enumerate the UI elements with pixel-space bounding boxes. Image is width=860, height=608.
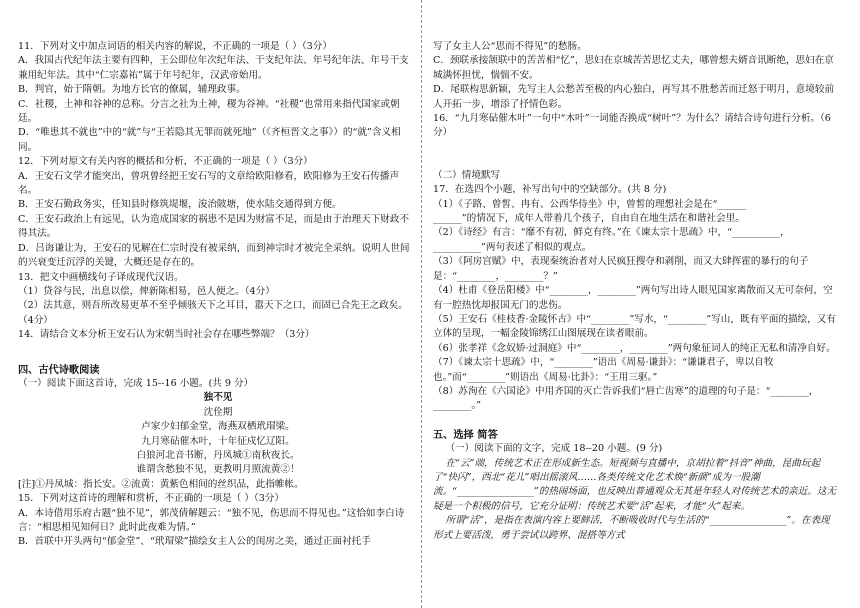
q12-option-b: B．王安石勤政务实，任知县时修筑堤堰，浚治陂塘，使水陆交通得到方便。 [18, 199, 342, 211]
q17-item-1a: （1）《子路、曾皙、冉有、公西华侍坐》中，曾皙的理想社会是在“______ [433, 198, 747, 210]
section-5-heading: 五、选择 简答 [433, 428, 498, 441]
q17-item-8: （8）苏洵在《六国论》中用齐国的灭亡告诉我们“唇亡齿寒”的道理的句子是：“________，________。” [433, 385, 819, 412]
question-14: 14．请结合文本分析王安石认为宋朝当时社会存在哪些弊端？（3分） [18, 329, 315, 341]
q17-item-2a: （2）《诗经》有言：“靡不有初，鲜克有终。”在《谏太宗十思疏》中，“__________， [433, 227, 790, 239]
question-13: 13．把文中画横线句子译成现代汉语。 [18, 271, 184, 283]
subsection-dictation: （二）情境默写 [433, 169, 501, 181]
q17-item-3: （3）《阿房宫赋》中，表现秦统治者对人民疯狂搜夺和剥削，而又大肆挥霍的暴行的句子是：“________，________？” [433, 256, 809, 282]
q15-option-c: C．颈联承接颔联中的苦苦相“忆”，思妇在京城苦苦思忆丈夫，哪曾想夫婿音讯断绝，思妇在京城满怀担忧，惴惴不安。 [433, 55, 834, 81]
q15-option-a: A．本诗借用乐府古题“独不见”，郭茂倩解题云：“独不见，伤思而不得见也。”这恰如李白诗言：“相思相见知何日？此时此夜难为情。” [18, 507, 405, 533]
passage-paragraph-2: 所谓“活”，是指在表演内容上要鲜活，不断吸收时代与生活的“________________”。在表现形式上要活泼，勇于尝试以跨界、混搭等方式 [433, 515, 830, 541]
q17-item-2b: __________”两句表述了相似的观点。 [433, 241, 592, 253]
q15-option-d: D．尾联构思新颖，先写主人公愁苦至极的内心独白，再写其不胜愁苦而迁怒于明月，意境较前人开拓一步，增添了抒情色彩。 [433, 84, 835, 110]
q12-option-d: D．吕诲谦让为，王安石的见解在仁宗时没有被采纳，而到神宗时才被完全采纳。说明人世间的兴衰变迁沉浮的关键，大概还是存在的。 [18, 242, 410, 269]
q12-option-a: A．王安石文学才能突出，曾巩曾经把王安石写的文章给欧阳修看，欧阳修为王安石传播声名。 [18, 170, 400, 197]
question-16: 16．“九月寒砧催木叶”一句中“木叶”一词能否换成“树叶”？为什么？请结合诗句进行分析。（6分） [433, 113, 831, 139]
q17-item-1b: ______”的情况下，成年人带着几个孩子，自由自在地生活在和谐社会里。 [433, 213, 745, 225]
q11-option-a: A．我国古代纪年法主要有四种，王公即位年次纪年法、干支纪年法、年号纪年法、年号干支兼用纪年法。其中“仁宗嘉祐”属于年号纪年，汉武帝始用。 [18, 55, 409, 81]
q13-part-1: （1）贷谷与民，出息以偿，俾新陈相易，邑人便之。（4分） [18, 285, 275, 297]
poem-author: 沈佺期 [203, 406, 233, 418]
poem-line-1: 卢家少妇郁金堂，海燕双栖玳瑁梁。 [141, 421, 295, 433]
question-17: 17．在选四个小题，补写出句中的空缺部分。(共 8 分) [433, 184, 667, 196]
question-15: 15．下列对这首诗的理解和赏析，不正确的一项是（ ）（3分） [18, 493, 284, 505]
q13-part-2: （2）法其意，则吾所改易更革不至乎倾骇天下之耳目，嚣天下之口，而固已合先王之政矣。（4分） [18, 300, 408, 326]
section-5-intro: （一）阅读下面的文字，完成 18--20 小题。(9 分) [445, 443, 663, 455]
poem-note: [注]①丹凤城：指长安。②流黄：黄紫色相间的丝织品，此指帷帐。 [18, 478, 304, 490]
q11-option-b: B．判官，始于隋朝。为地方长官的僚属，辅理政事。 [18, 84, 246, 96]
q17-item-6: （6）张孝祥《念奴娇·过洞庭》中“________，________”两句象征词人的纯正无私和清净自好。 [433, 342, 836, 354]
q17-item-7: （7）《谏太宗十思疏》中，“________”语出《周易·谦卦》：“谦谦君子，卑以自牧也。”而“________”则语出《周易·比卦》：“王用三驱。” [433, 357, 774, 383]
poem-line-4: 谁谓含愁独不见，更教明月照流黄②！ [136, 464, 300, 476]
q15-option-b: B．首联中开头两句“郁金堂”、“玳瑁梁”描绘女主人公的闺房之美，通过正面衬托手 [18, 536, 371, 548]
poem-line-3: 白狼河北音书断，丹凤城①南秋夜长。 [136, 449, 300, 461]
section-4-heading: 四、古代诗歌阅读 [18, 363, 100, 376]
q15-option-b-continued: 写了女主人公“思而不得见”的愁肠。 [433, 41, 587, 52]
q17-item-4: （4）杜甫《登岳阳楼》中“________，________”两句写出诗人眼见国家离散而又无可奈何，空有一腔热忱却报国无门的悲伤。 [433, 285, 833, 311]
q11-option-d: D．“唯患其不就也”中的“就”与“王若隐其无罪而就死地”（《齐桓晋文之事》）的“就”含义相同。 [18, 127, 401, 153]
poem-line-2: 九月寒砧催木叶，十年征戍忆辽阳。 [141, 435, 295, 447]
section-4-intro: （一）阅读下面这首诗，完成 15--16 小题。(共 9 分） [18, 377, 254, 389]
left-column [18, 40, 418, 550]
column-divider [421, 0, 422, 608]
right-column [433, 40, 838, 543]
q17-item-5: （5）王安石《桂枝香·金陵怀古》中“________”写水，“________”写山，既有平面的描绘，又有立体的呈现，一幅金陵锦绣江山图展现在读者眼前。 [433, 313, 836, 340]
poem-title: 独不见 [203, 392, 233, 404]
q11-option-c: C．社稷，土神和谷神的总称。分言之社为土神，稷为谷神。“社稷”也常用来指代国家或朝廷。 [18, 98, 400, 125]
question-11: 11．下列对文中加点词语的相关内容的解说，不正确的一项是（ ）（3分） [18, 41, 332, 52]
question-12: 12．下列对原文有关内容的概括和分析，不正确的一项是（ ）（3分） [18, 156, 313, 168]
passage-paragraph-1: 在“云”端，传统艺术正在形成新生态。短视频与直播中，京胡拉着“抖音”神曲，昆曲玩起了“快闪”，西北“花儿”唱出摇滚风……各类传统文化艺术焕“新颜”成为一股潮流。“________________”的热闹场面，也反映出普通观众无其是年轻人对传统艺术的亲近。这无疑是一个积极的信号，它充分证明：传统艺术要“活”起来，才能“火”起来。 [433, 457, 837, 512]
q12-option-c: C．王安石政治上有远见，认为造成国家的祸患不是因为财富不足，而是由于治理天下财政不得其法。 [18, 213, 410, 240]
